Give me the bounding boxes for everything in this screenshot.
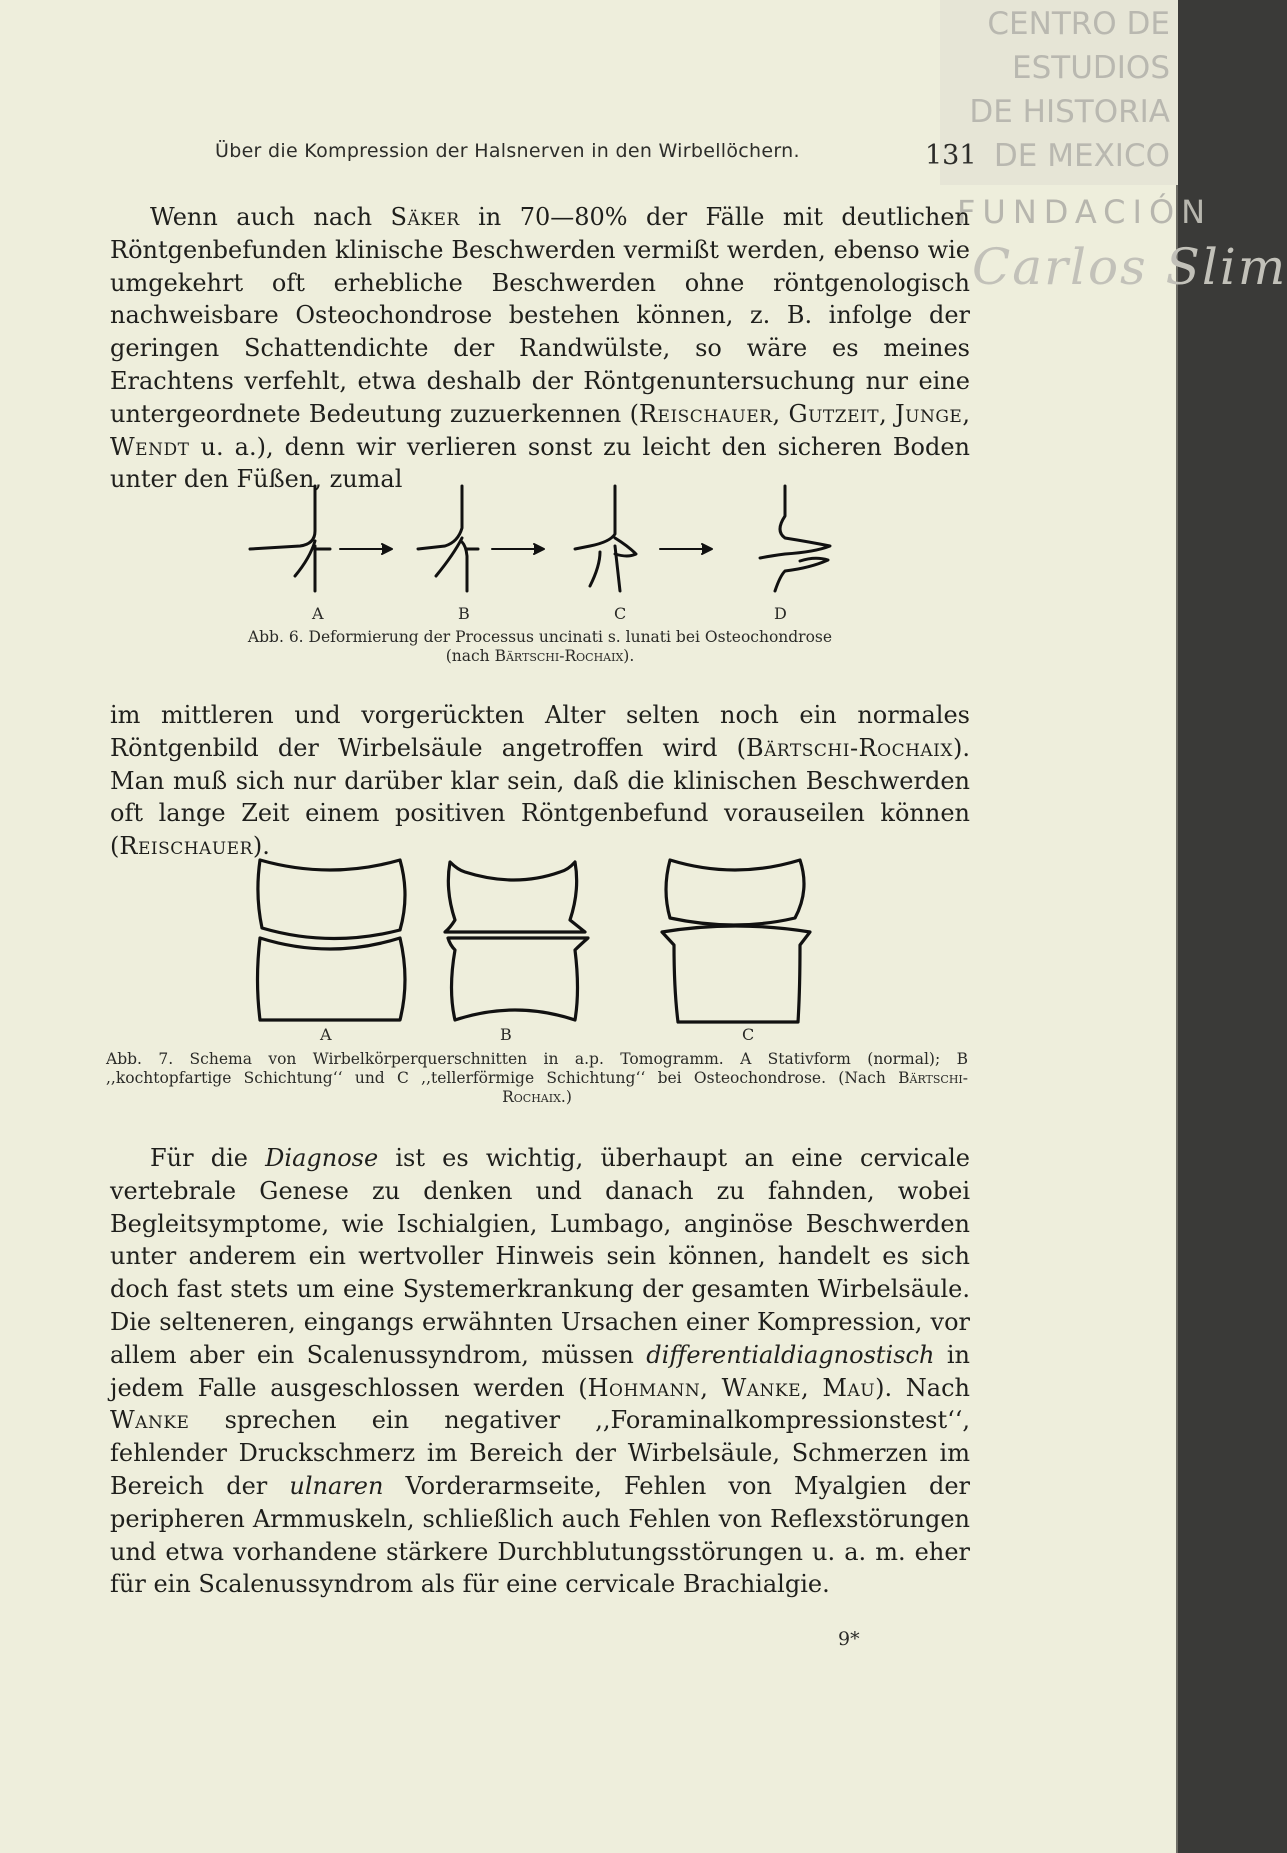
text-run: ). Man muß sich nur darüber klar sein, daß die klinischen Beschwerden oft lange Zeit einem positiven Röntgenbefund vorauseilen können ( [110,733,970,861]
author-name: Bärtschi-Rochaix [746,733,953,762]
stamp-line: DE MEXICO [993,138,1170,174]
text-run: sprechen ein negativer ,,Foraminalkompressionstest‘‘, fehlender Druckschmerz im Bereich der Wirbelsäule, Schmerzen im Bereich der [110,1406,970,1500]
stamp-line: ESTUDIOS [1012,50,1170,86]
text-run: , [772,399,789,428]
figure-6-label: A [312,604,324,623]
emphasis: ulnaren [289,1471,384,1500]
text-run: ). Nach [875,1373,971,1402]
text-run: im mittleren und vorgerückten Alter selten noch ein normales Röntgenbild der Wirbelsäule angetroffen wird ( [110,701,970,762]
text-run: ist es wichtig, überhaupt an eine cervicale vertebrale Genese zu denken und danach zu fahnden, wobei Begleitsymptome, wie Ischialgien, Lumbago, anginöse Beschwerden unter anderem ein wertvoller Hinweis sein können, handelt es sich doch fast stets um eine Systemerkrankung der gesamten Wirbelsäule. Die selteneren, eingangs erwähnten Ursachen einer Kompression, vor allem aber ein Scalenussyndrom, müssen [110,1144,970,1369]
figure-6-label: C [614,604,627,623]
author-name: Reischauer [119,832,253,861]
text-run: ). [252,832,270,861]
figure-7-diagram [250,850,850,1040]
paragraph-3 [110,1142,970,1601]
author-name: Hohmann [587,1373,701,1402]
text-run: u. a.), denn wir verlieren sonst zu leicht den sicheren Boden unter den Füßen, zumal [110,432,970,494]
text-run: Vorderarmseite, Fehlen von Myalgien der peripheren Armmuskeln, schließlich auch Fehlen von Reflexstörungen und etwa vorhandene stärkere Durchblutungsstörungen u. a. m. eher für ein Scalenussyndrom als für eine cervicale Brachialgie. [110,1471,971,1599]
text-run: in 70—80% der Fälle mit deutlichen Röntgenbefunden klinische Beschwerden vermißt werden, ebenso wie umgekehrt oft erhebliche Beschwerden ohne röntgenologisch nachweisbare Osteochondrose bestehen können, z. B. infolge der geringen Schattendichte der Randwülste, so wäre es meines Erachtens verfehlt, etwa deshalb der Röntgenuntersuchung nur eine untergeordnete Bedeutung zuzuerkennen ( [110,203,971,428]
caption-text: (nach [445,647,495,665]
fundacion-label: FUNDACIÓN [957,193,1213,231]
text-run: , [879,399,896,428]
text-run: , [801,1373,823,1402]
author-name: Reischauer [638,399,773,428]
stamp-line: CENTRO DE [987,6,1170,42]
text-run: Für die [150,1144,266,1172]
figure-6-label: B [458,604,470,623]
arrow-c-d [660,544,712,554]
author-name: Wendt [110,432,190,461]
figure-7-vertebra-c [662,860,810,1022]
figure-7-label: A [320,1025,332,1044]
author-name: Bärtschi-Rochaix [494,647,624,665]
arrow-a-b [340,544,392,554]
arrow-b-c [492,544,544,554]
signature-mark: 9* [838,1628,860,1650]
paragraph-2 [110,699,970,863]
author-name: Säker [390,203,460,231]
figure-6-vertebra-a [250,486,330,591]
figure-7-label: C [742,1025,755,1044]
emphasis: differentialdiagnostisch [646,1340,935,1369]
figure-7-caption [106,1050,968,1107]
figure-6-vertebra-d [760,486,830,591]
figure-7-label: B [500,1025,512,1044]
text-run: Wenn auch nach [150,203,391,231]
figure-6-diagram [240,476,840,626]
emphasis: Diagnose [265,1144,379,1172]
author-name: Junge [895,399,963,428]
figure-6-caption [170,628,910,666]
author-name: Mau [822,1373,876,1402]
caption-text: Abb. 7. Schema von Wirbelkörperquerschnitten in a.p. Tomogramm. A Stativform (normal); B ,,kochtopfartige Schichtung‘‘ und C ,,tellerförmige Schichtung‘‘ bei Osteochondrose. (Nach [106,1050,968,1087]
caption-text: ). [623,647,635,665]
paragraph-1 [110,201,970,496]
figure-7-vertebra-a [258,860,406,1020]
author-name: Wanke [721,1373,802,1402]
figure-7-vertebra-b [445,862,588,1020]
figure-6-label: D [774,604,787,623]
figure-6-vertebra-c [575,486,636,591]
author-name: Wanke [110,1406,190,1435]
caption-text: .) [560,1088,572,1106]
text-run: , [962,399,970,428]
author-name: Bärtschi-Rochaix [502,1069,968,1106]
author-name: Gutzeit [788,399,880,428]
stamp-line: DE HISTORIA [969,94,1170,130]
watermark-signature: Carlos Slim [972,238,1287,296]
page-number: 131 [925,140,977,171]
running-title: Über die Kompression der Halsnerven in den Wirbellöchern. [215,140,800,162]
text-run: in jedem Falle ausgeschlossen werden ( [110,1340,971,1402]
text-run: , [700,1373,722,1402]
caption-text: Abb. 6. Deformierung der Processus uncinati s. lunati bei Osteochondrose [247,628,833,646]
figure-6-vertebra-b [418,486,478,591]
